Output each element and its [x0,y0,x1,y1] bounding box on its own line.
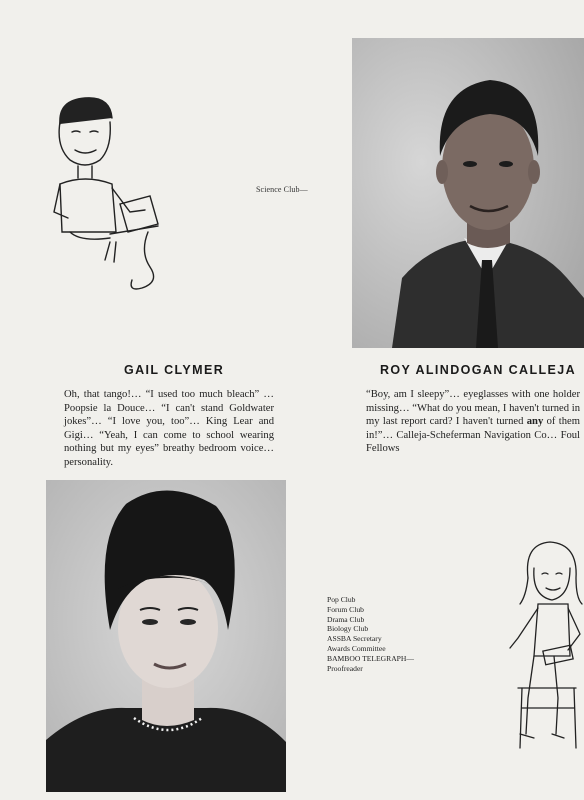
caricature-drawing-seated-woman [498,538,584,752]
student-quote-roy [366,388,580,456]
student-quote-gail: Oh, that tango!… “I used too much bleach” … Poopsie la Douce… “I can't stand Goldwater jokes”… “I love you, too”… King Lear and Gigi… “Yeah, I can come to school wearing nothing but my eyes” breathy bedroom voice… personality. [64,389,274,468]
activity-item: ASSBA Secretary [327,634,382,644]
portrait-photo-female [46,480,286,792]
activities-list [327,595,414,673]
activity-item: Awards Committee [327,643,386,653]
portrait-photo-male [352,38,584,348]
activity-item: Biology Club [327,624,369,634]
activity-item: Pop Club [327,595,356,604]
activity-item: Drama Club [327,614,365,624]
activity-item: Proofreader [327,663,363,673]
quote-roy-part2: of them in!”… Calleja-Scheferman Navigation Co… Foul Fellows [366,416,580,454]
student-name-roy-calleja: ROY ALINDOGAN CALLEJA [380,363,577,377]
student-name-gail-clymer: GAIL CLYMER [124,363,225,377]
quote-roy-part1: “Boy, am I sleepy”… eyeglasses with one holder missing… “What do you mean, I haven't turned in my last report card? I haven't turned [366,389,580,427]
activity-science-club: Science Club— [256,185,308,194]
activity-item: Forum Club [327,604,364,614]
activity-item: BAMBOO TELEGRAPH— [327,653,414,663]
quote-roy-emphasis: any [526,416,544,427]
caricature-drawing-science [50,92,170,292]
